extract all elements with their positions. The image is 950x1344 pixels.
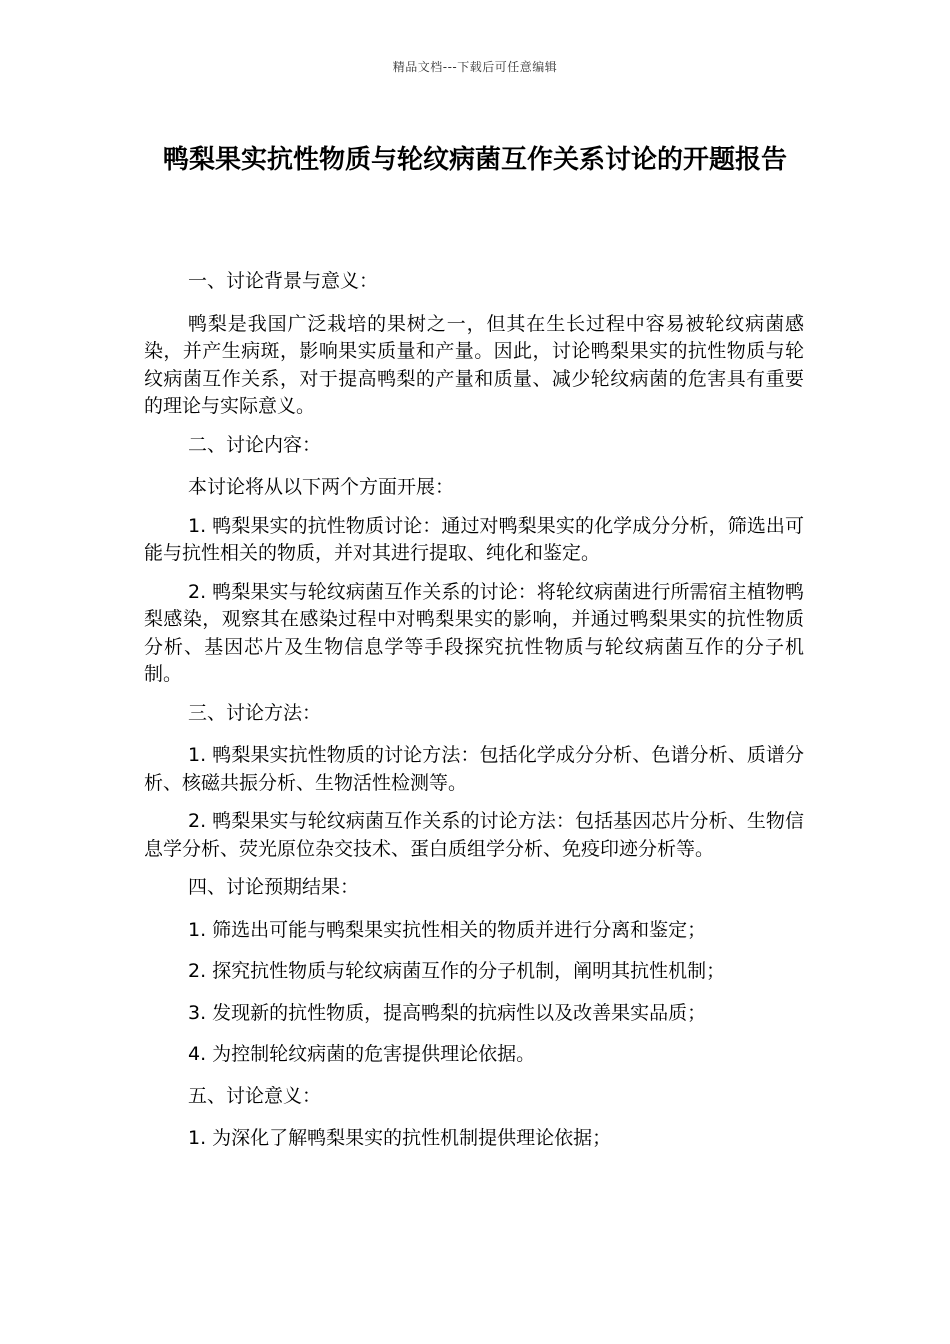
section-heading-content: 二、讨论内容： bbox=[188, 433, 322, 456]
document-title: 鸭梨果实抗性物质与轮纹病菌互作关系讨论的开题报告 bbox=[162, 145, 787, 175]
paragraph-content-intro: 本讨论将从以下两个方面开展： bbox=[188, 476, 455, 498]
content-item-1: 1. 鸭梨果实的抗性物质讨论：通过对鸭梨果实的化学成分分析，筛选出可能与抗性相关的物质，并对其进行提取、纯化和鉴定。 bbox=[144, 514, 804, 564]
method-item-1: 1. 鸭梨果实抗性物质的讨论方法：包括化学成分分析、色谱分析、质谱分析、核磁共振分析、生物活性检测等。 bbox=[144, 744, 804, 794]
header-note: 精品文档---下载后可任意编辑 bbox=[392, 60, 558, 74]
paragraph-background: 鸭梨是我国广泛栽培的果树之一，但其在生长过程中容易被轮纹病菌感染，并产生病斑，影响果实质量和产量。因此，讨论鸭梨果实的抗性物质与轮纹病菌互作关系，对于提高鸭梨的产量和质量、减少轮纹病菌的危害具有重要的理论与实际意义。 bbox=[144, 312, 804, 417]
result-item-4: 4. 为控制轮纹病菌的危害提供理论依据。 bbox=[188, 1043, 536, 1065]
section-heading-background: 一、讨论背景与意义： bbox=[188, 270, 379, 292]
method-item-2: 2. 鸭梨果实与轮纹病菌互作关系的讨论方法：包括基因芯片分析、生物信息学分析、荧光原位杂交技术、蛋白质组学分析、免疫印迹分析等。 bbox=[144, 810, 804, 860]
significance-item-1: 1. 为深化了解鸭梨果实的抗性机制提供理论依据； bbox=[188, 1127, 612, 1149]
content-item-2: 2. 鸭梨果实与轮纹病菌互作关系的讨论：将轮纹病菌进行所需宿主植物鸭梨感染，观察其在感染过程中对鸭梨果实的影响，并通过鸭梨果实的抗性物质分析、基因芯片及生物信息学等手段探究抗性物质与轮纹病菌互作的分子机制。 bbox=[144, 580, 804, 685]
result-item-3: 3. 发现新的抗性物质，提高鸭梨的抗病性以及改善果实品质； bbox=[188, 1001, 707, 1024]
document-body bbox=[144, 268, 804, 1164]
section-heading-methods: 三、讨论方法： bbox=[188, 701, 322, 724]
section-heading-significance: 五、讨论意义： bbox=[188, 1084, 322, 1107]
result-item-1: 1. 筛选出可能与鸭梨果实抗性相关的物质并进行分离和鉴定； bbox=[188, 918, 707, 941]
section-heading-expected-results: 四、讨论预期结果： bbox=[188, 876, 360, 898]
result-item-2: 2. 探究抗性物质与轮纹病菌互作的分子机制，阐明其抗性机制； bbox=[188, 960, 726, 982]
